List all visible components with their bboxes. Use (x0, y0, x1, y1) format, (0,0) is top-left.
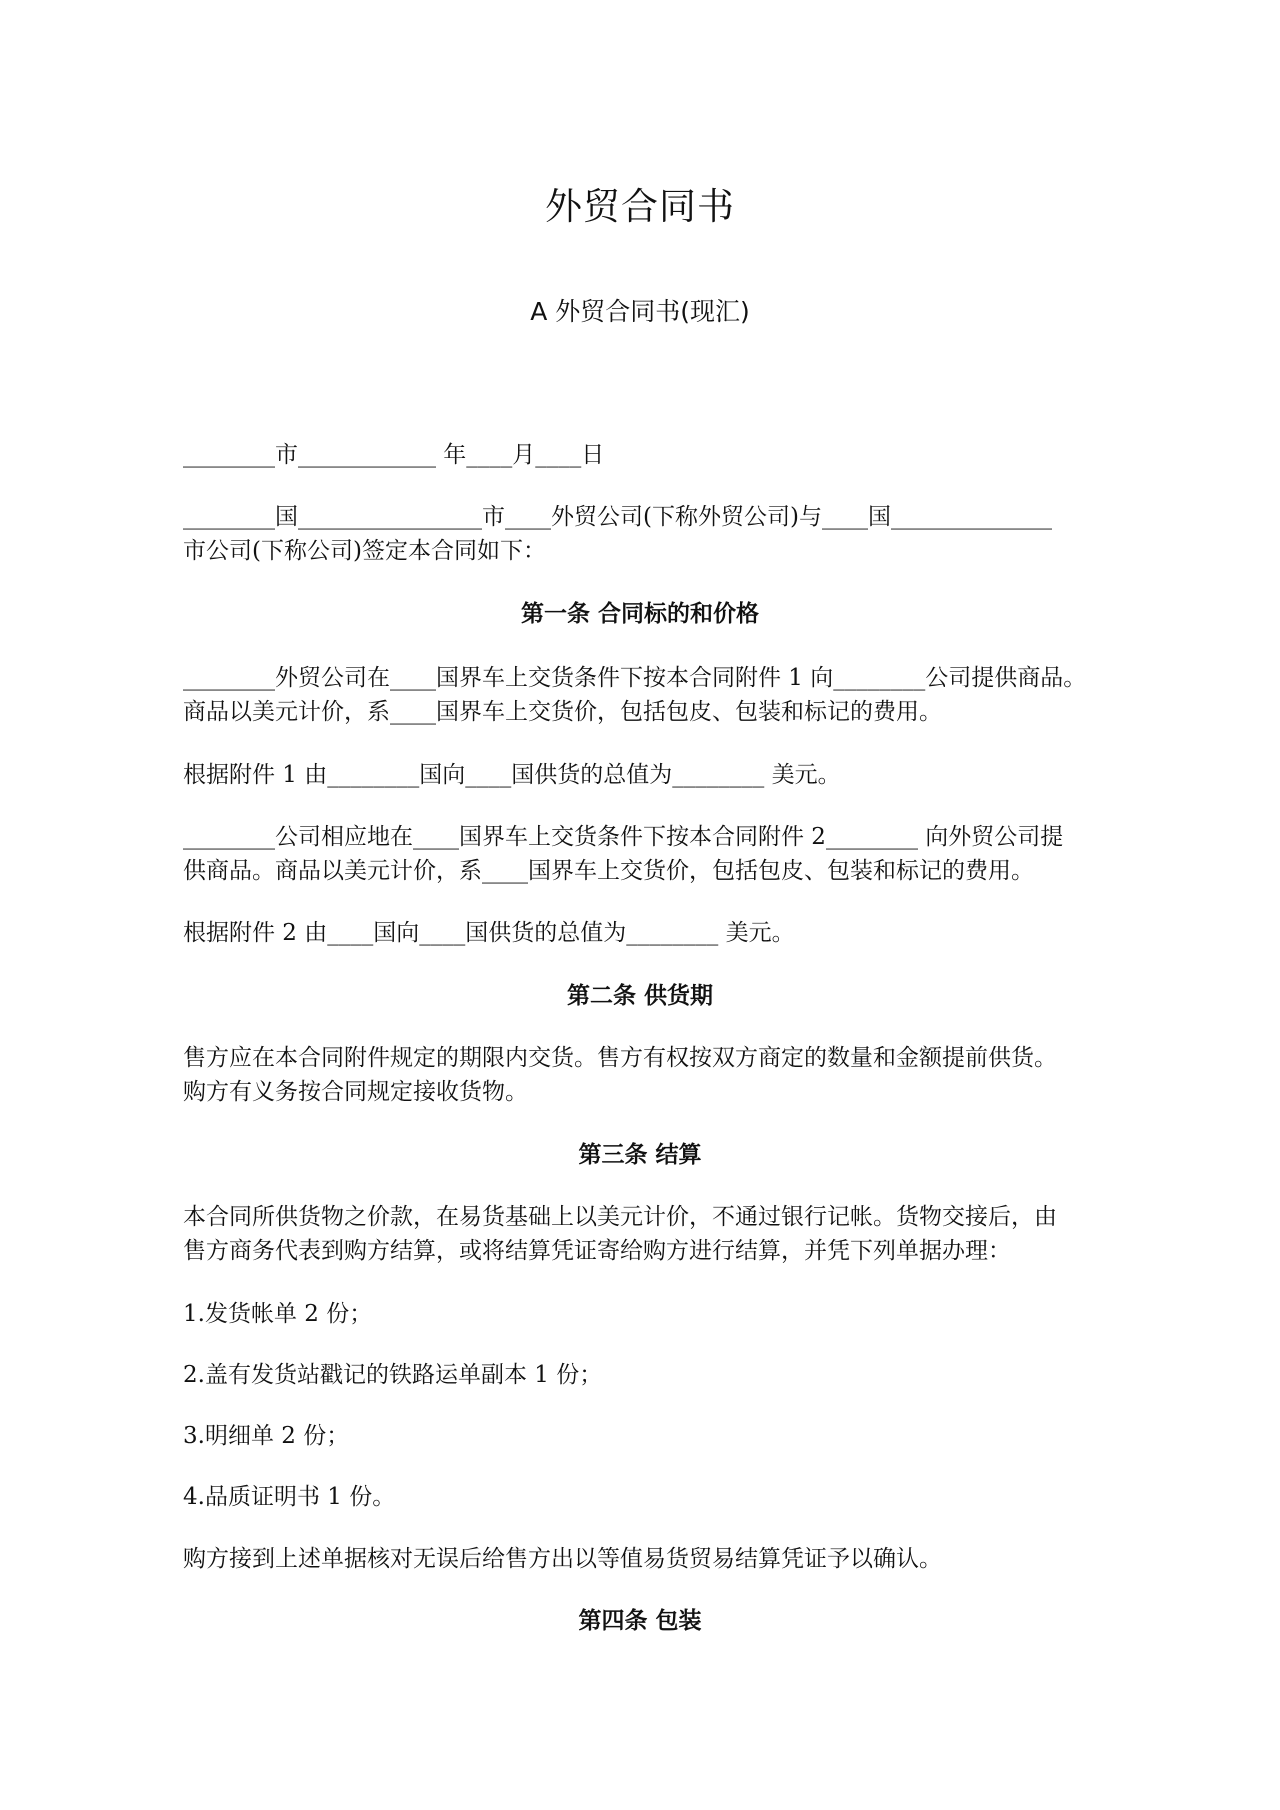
section-heading: 第二条 供货期 (566, 983, 713, 1009)
text-line: 商品以美元计价，系____国界车上交货价，包括包皮、包装和标记的费用。 (183, 699, 942, 725)
paragraph (183, 661, 1173, 729)
paragraph (183, 758, 1173, 792)
parties-paragraph (183, 500, 1173, 568)
document-subtitle: A 外贸合同书(现汇) (530, 297, 750, 326)
document-title: 外贸合同书 (545, 185, 735, 228)
text-line: 市公司(下称公司)签定本合同如下： (183, 538, 546, 564)
text-line: 售方商务代表到购方结算，或将结算凭证寄给购方进行结算，并凭下列单据办理： (183, 1238, 1011, 1264)
section-heading: 第四条 包装 (578, 1608, 702, 1634)
list-item: 1.发货帐单 2 份； (183, 1301, 373, 1327)
list-item: 3.明细单 2 份； (183, 1423, 350, 1449)
paragraph (183, 1200, 1173, 1268)
text-line: 供商品。商品以美元计价，系____国界车上交货价，包括包皮、包装和标记的费用。 (183, 858, 1034, 884)
section-heading: 第一条 合同标的和价格 (520, 601, 759, 627)
list-item: 2.盖有发货站戳记的铁路运单副本 1 份； (183, 1362, 603, 1388)
paragraph (183, 820, 1173, 888)
text-line: 本合同所供货物之价款，在易货基础上以美元计价，不通过银行记帐。货物交接后，由 (183, 1204, 1057, 1230)
text-line: 售方应在本合同附件规定的期限内交货。售方有权按双方商定的数量和金额提前供货。 (183, 1045, 1057, 1071)
section-heading: 第三条 结算 (578, 1142, 702, 1168)
list-item: 4.品质证明书 1 份。 (183, 1484, 396, 1510)
text-line: ________外贸公司在____国界车上交货条件下按本合同附件 1 向________公司提供商品。 (183, 665, 1087, 691)
text-line: 根据附件 2 由____国向____国供货的总值为________ 美元。 (183, 920, 795, 946)
paragraph (183, 916, 1173, 950)
paragraph: 购方接到上述单据核对无误后给售方出以等值易货贸易结算凭证予以确认。 (183, 1546, 942, 1572)
paragraph (183, 1041, 1173, 1109)
text-line: ________公司相应地在____国界车上交货条件下按本合同附件 2________ 向外贸公司提 (183, 824, 1064, 850)
text-line: 购方有义务按合同规定接收货物。 (183, 1079, 528, 1105)
text-line: ________国________________市____外贸公司(下称外贸公司)与____国______________ (183, 504, 1052, 530)
text-line: 根据附件 1 由________国向____国供货的总值为________ 美元。 (183, 762, 841, 788)
date-line: ________市____________ 年____月____日 (183, 442, 605, 468)
